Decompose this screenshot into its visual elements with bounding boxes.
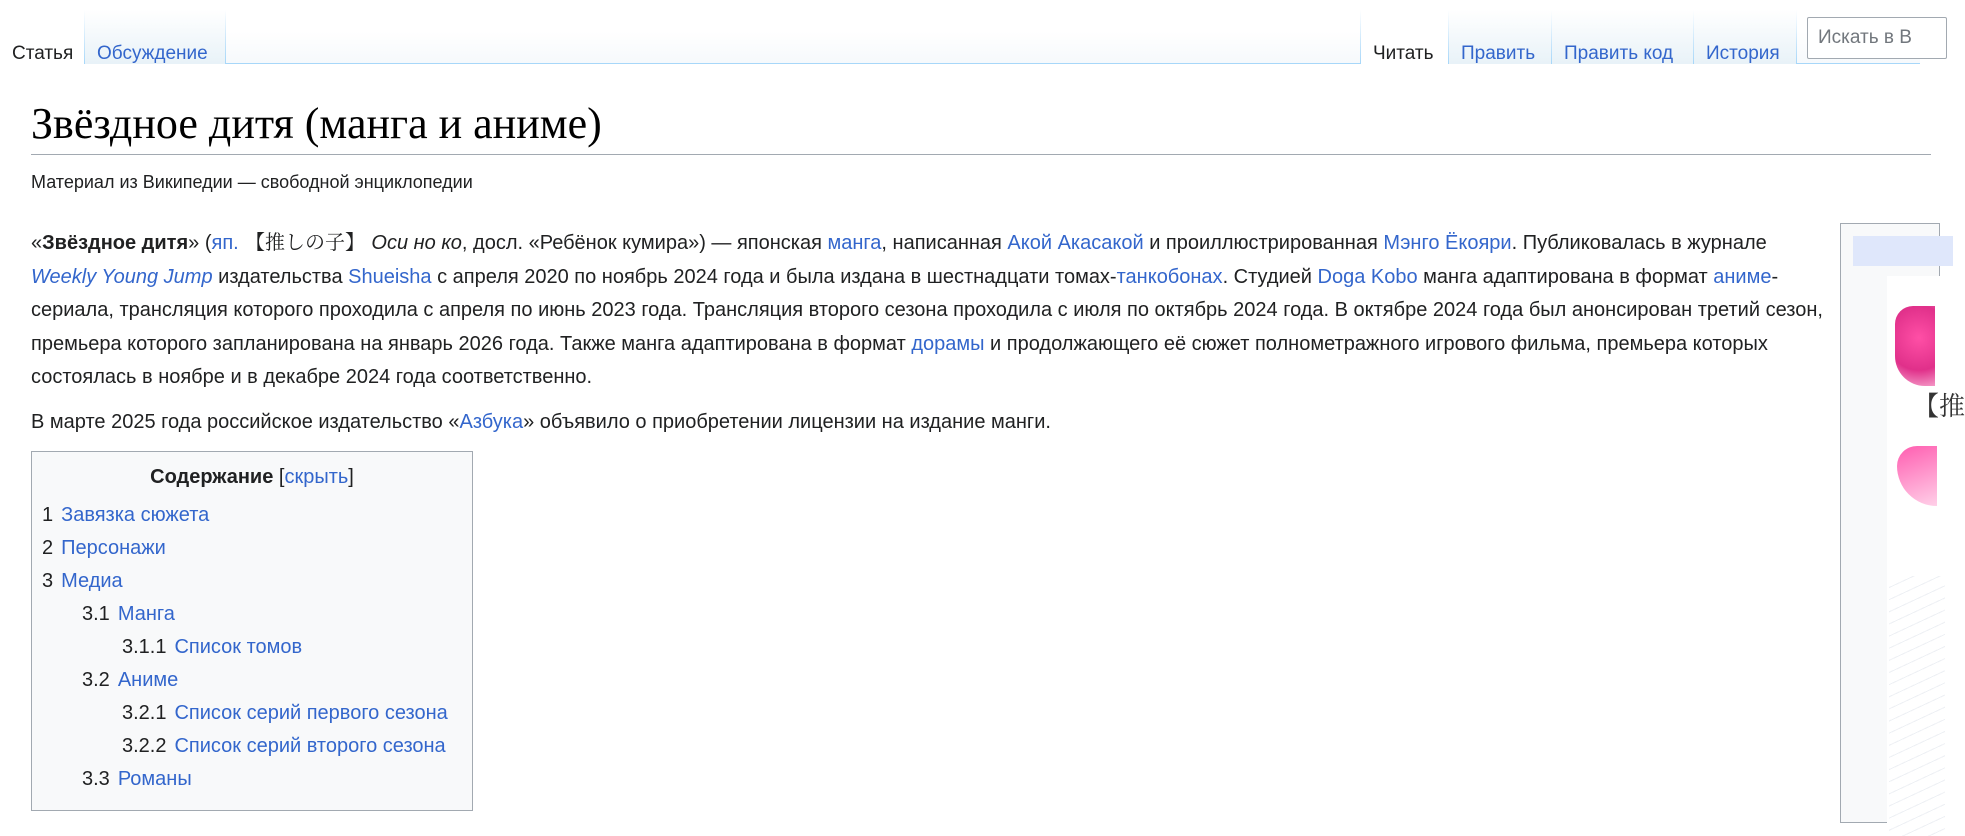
toc-title: Содержание — [150, 466, 274, 488]
toc-item[interactable] — [42, 532, 462, 565]
toc-hide-toggle[interactable]: скрыть — [284, 466, 349, 488]
link-tankobon[interactable]: танкобонах — [1116, 265, 1223, 288]
text: « — [31, 232, 43, 254]
link-manga[interactable]: манга — [827, 232, 882, 254]
toc-item[interactable] — [42, 598, 462, 631]
text: -сериала, трансляция которого проходила с апреля по июнь 2023 года. Трансляция второго сезона проходила с июля по октябрь 2024 года. В октябре 2024 года был анонсирован третий сезон, премьера которого запланирована на январь 2026 года. Также манга адаптирована в формат — [31, 265, 1823, 355]
cover-title-text: 【推 — [1913, 392, 1965, 422]
toc-link[interactable]: Аниме — [117, 669, 179, 691]
link-dorama[interactable]: дорамы — [911, 332, 985, 355]
link-studio[interactable]: Doga Kobo — [1317, 265, 1418, 288]
toc-number: 3.2.1 — [122, 702, 167, 724]
toc-link[interactable]: Романы — [117, 768, 192, 790]
text: с апреля 2020 по ноябрь 2024 года и была издана в шестнадцати томах- — [431, 265, 1117, 288]
japanese-title: 【推しの子】 — [238, 230, 372, 254]
tab-separator — [225, 10, 226, 64]
romaji-title: Оси но ко — [371, 232, 462, 254]
toc-item[interactable] — [42, 664, 462, 697]
tab-talk-label: Обсуждение — [97, 43, 208, 64]
link-anime[interactable]: аниме — [1713, 265, 1772, 288]
text: В марте 2025 года российское издательство « — [31, 411, 460, 433]
tab-read[interactable] — [1361, 10, 1448, 65]
toc-link[interactable]: Список серий второго сезона — [174, 735, 446, 757]
toc-number: 3.2.2 — [122, 735, 167, 757]
toc-link[interactable]: Завязка сюжета — [61, 504, 210, 526]
toc-header — [42, 466, 462, 489]
toc-number: 2 — [42, 537, 54, 559]
toc-item[interactable] — [42, 499, 462, 532]
tab-article-label: Статья — [12, 43, 74, 64]
toc-item[interactable] — [42, 697, 462, 730]
table-of-contents — [31, 451, 473, 811]
toc-bracket: [ — [273, 466, 285, 488]
toc-item[interactable] — [42, 730, 462, 763]
toc-bracket: ] — [348, 466, 354, 488]
text: » объявило о приобретении лицензии на издание манги. — [523, 411, 1051, 433]
tab-article[interactable] — [0, 10, 86, 65]
toc-number: 3.1 — [82, 603, 110, 625]
tab-history-label: История — [1706, 43, 1780, 64]
cover-art-figure — [1897, 446, 1937, 506]
infobox — [1840, 223, 1965, 823]
toc-link[interactable]: Список томов — [174, 636, 303, 658]
toc-item[interactable] — [42, 565, 462, 598]
search-placeholder: Искать в В — [1818, 27, 1912, 48]
text: . Студией — [1222, 265, 1318, 288]
search-input[interactable] — [1807, 17, 1947, 59]
tab-history[interactable] — [1694, 10, 1796, 64]
tab-edit-label: Править — [1461, 43, 1536, 64]
toc-link[interactable]: Медиа — [61, 570, 123, 592]
cover-art-lines — [1889, 576, 1945, 836]
title-divider — [31, 154, 1931, 155]
license-paragraph — [31, 406, 1826, 440]
text: , досл. «Ребёнок кумира») — японская — [461, 232, 828, 254]
link-azbuka[interactable]: Азбука — [459, 411, 524, 433]
page-title: Звёздное дитя (манга и аниме) — [31, 99, 602, 148]
toc-number: 3.3 — [82, 768, 110, 790]
toc-item[interactable] — [42, 631, 462, 664]
page-tabs-bar — [0, 0, 1920, 64]
text: манга адаптирована в формат — [1417, 265, 1714, 288]
toc-number: 3.2 — [82, 669, 110, 691]
magazine-name: Weekly Young Jump — [31, 265, 213, 288]
toc-link[interactable]: Персонажи — [61, 537, 166, 559]
intro-paragraph — [31, 226, 1826, 395]
tab-edit[interactable] — [1449, 10, 1551, 64]
toc-link[interactable]: Манга — [117, 603, 175, 625]
text: , написанная — [881, 232, 1008, 254]
link-illustrator[interactable]: Мэнго Ёкояри — [1383, 232, 1512, 254]
tab-edit-source-label: Править код — [1564, 43, 1674, 64]
text: издательства — [212, 265, 349, 288]
article-subject: Звёздное дитя — [42, 232, 189, 254]
link-publisher[interactable]: Shueisha — [348, 265, 432, 288]
link-magazine[interactable] — [31, 266, 213, 288]
tab-talk[interactable] — [85, 10, 226, 64]
tab-separator — [1796, 10, 1797, 64]
site-tagline: Материал из Википедии — свободной энциклопедии — [31, 172, 473, 192]
tab-edit-source[interactable] — [1552, 10, 1693, 64]
infobox-header — [1853, 236, 1953, 266]
toc-link[interactable]: Список серий первого сезона — [174, 702, 448, 724]
link-author[interactable]: Акой Акасакой — [1007, 232, 1144, 254]
toc-item[interactable] — [42, 763, 462, 796]
cover-art-hair — [1895, 306, 1935, 386]
text: и продолжающего её сюжет полнометражного игрового фильма, премьера которых состоялась в ноябре и в декабре 2024 года соответственно. — [31, 332, 1768, 388]
tab-read-label: Читать — [1373, 43, 1434, 64]
text: . Публиковалась в журнале — [1511, 232, 1767, 254]
toc-number: 3 — [42, 570, 54, 592]
toc-number: 3.1.1 — [122, 636, 167, 658]
cover-image[interactable] — [1887, 276, 1965, 836]
text: и проиллюстрированная — [1143, 232, 1384, 254]
link-japanese-language[interactable]: яп. — [211, 232, 239, 254]
text: » ( — [188, 232, 212, 254]
toc-number: 1 — [42, 504, 54, 526]
